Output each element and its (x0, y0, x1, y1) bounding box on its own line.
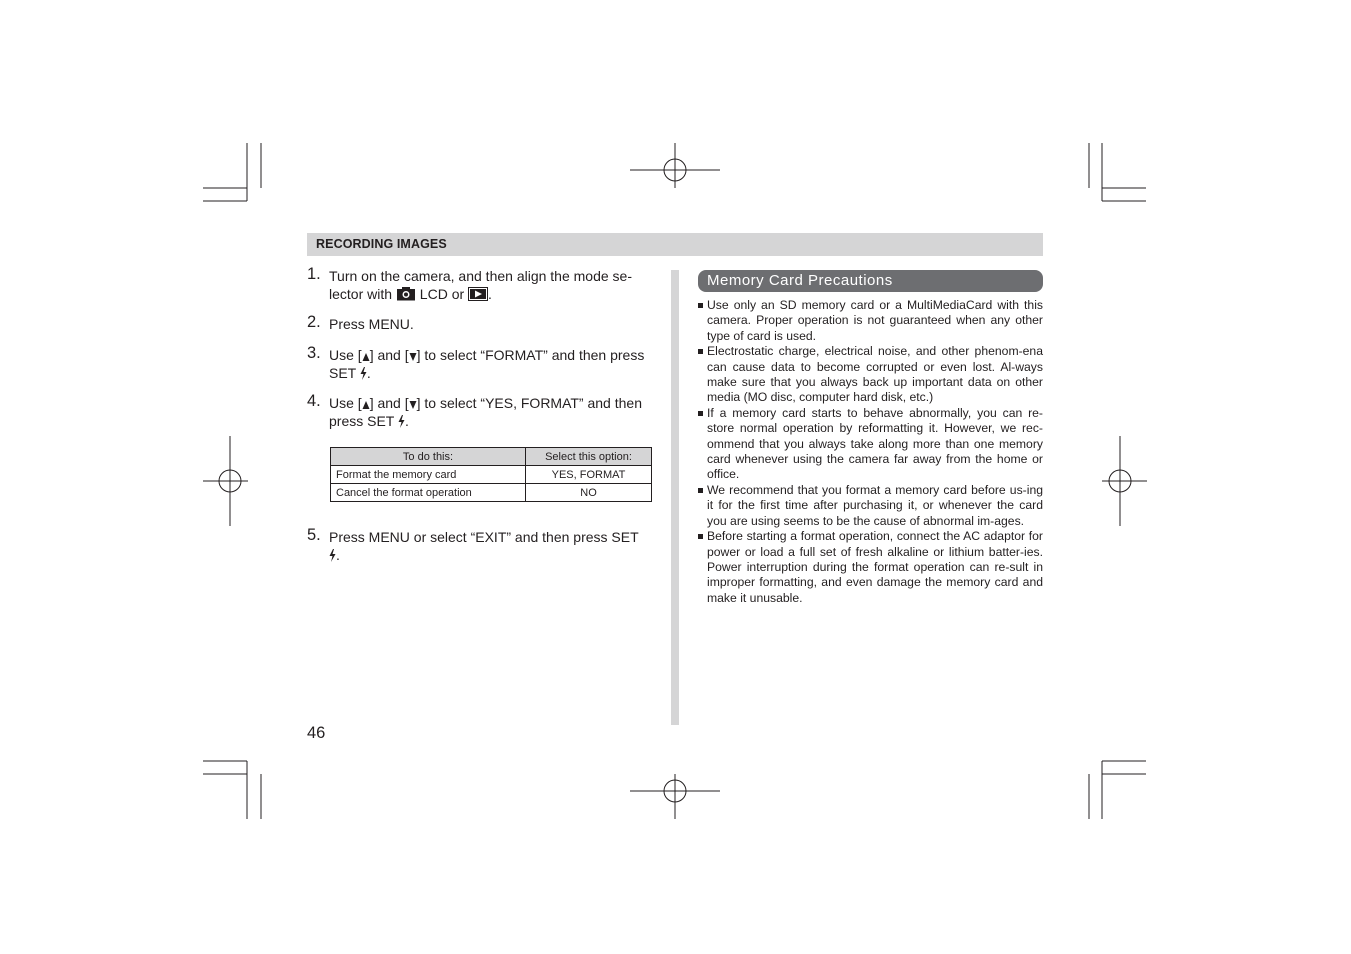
table-row (331, 484, 652, 502)
page-number: 46 (307, 724, 326, 742)
step-number: 5. (307, 526, 321, 544)
down-arrow-icon (409, 400, 417, 410)
up-arrow-icon (362, 400, 370, 410)
play-icon (468, 287, 488, 301)
step-number: 4. (307, 392, 321, 410)
list-item: We recommend that you format a memory card before us-ing it for the first time after purchasing it, or whenever the card you are using seems to be the cause of abnormal im-ages. (698, 483, 1043, 529)
step-text: Press MENU. (329, 316, 414, 332)
flash-icon (329, 549, 336, 562)
table-cell: YES, FORMAT (526, 466, 652, 484)
flash-icon (398, 415, 405, 428)
step-text: Use [ ] and [ ] to select “YES, FORMAT” and then press SET . (329, 395, 642, 429)
list-item: If a memory card starts to behave abnormally, you can re-store normal operation by reformatting it. However, we rec-ommend that you always take along more than one memory card whenever using the camera far away from the home or office. (698, 406, 1043, 483)
list-item: Before starting a format operation, connect the AC adaptor for power or load a full set of fresh alkaline or lithium batter-ies. Power interruption during the format operation can re-sult in improper formatting, and even damage the memory card and make it unusable. (698, 529, 1043, 606)
precautions-list (698, 298, 1043, 606)
down-arrow-icon (409, 352, 417, 362)
section-title: Memory Card Precautions (707, 272, 893, 289)
flash-icon (360, 367, 367, 380)
table-row (331, 466, 652, 484)
list-item: Use only an SD memory card or a MultiMediaCard with this camera. Proper operation is not guaranteed when any other type of card is used. (698, 298, 1043, 344)
options-table (330, 447, 652, 502)
camera-icon (396, 286, 416, 301)
table-header: Select this option: (526, 448, 652, 466)
table-header-row (331, 448, 652, 466)
up-arrow-icon (362, 352, 370, 362)
header-title: RECORDING IMAGES (316, 237, 447, 251)
table-cell: Cancel the format operation (331, 484, 526, 502)
step-text: Use [ ] and [ ] to select “FORMAT” and then press SET . (329, 347, 645, 381)
step-number: 2. (307, 313, 321, 331)
step-number: 3. (307, 344, 321, 362)
step-text: Turn on the camera, and then align the mode se- lector with LCD or . (329, 268, 632, 302)
step-number: 1. (307, 265, 321, 283)
column-divider (671, 270, 679, 725)
table-cell: NO (526, 484, 652, 502)
table-header: To do this: (331, 448, 526, 466)
list-item: Electrostatic charge, electrical noise, and other phenom-ena can cause data to become corrupted or even lost. Al-ways make sure that you always back up important data on other media (MO disc, computer hard disk, etc.) (698, 344, 1043, 406)
step-text: Press MENU or select “EXIT” and then press SET . (329, 529, 639, 563)
table-cell: Format the memory card (331, 466, 526, 484)
